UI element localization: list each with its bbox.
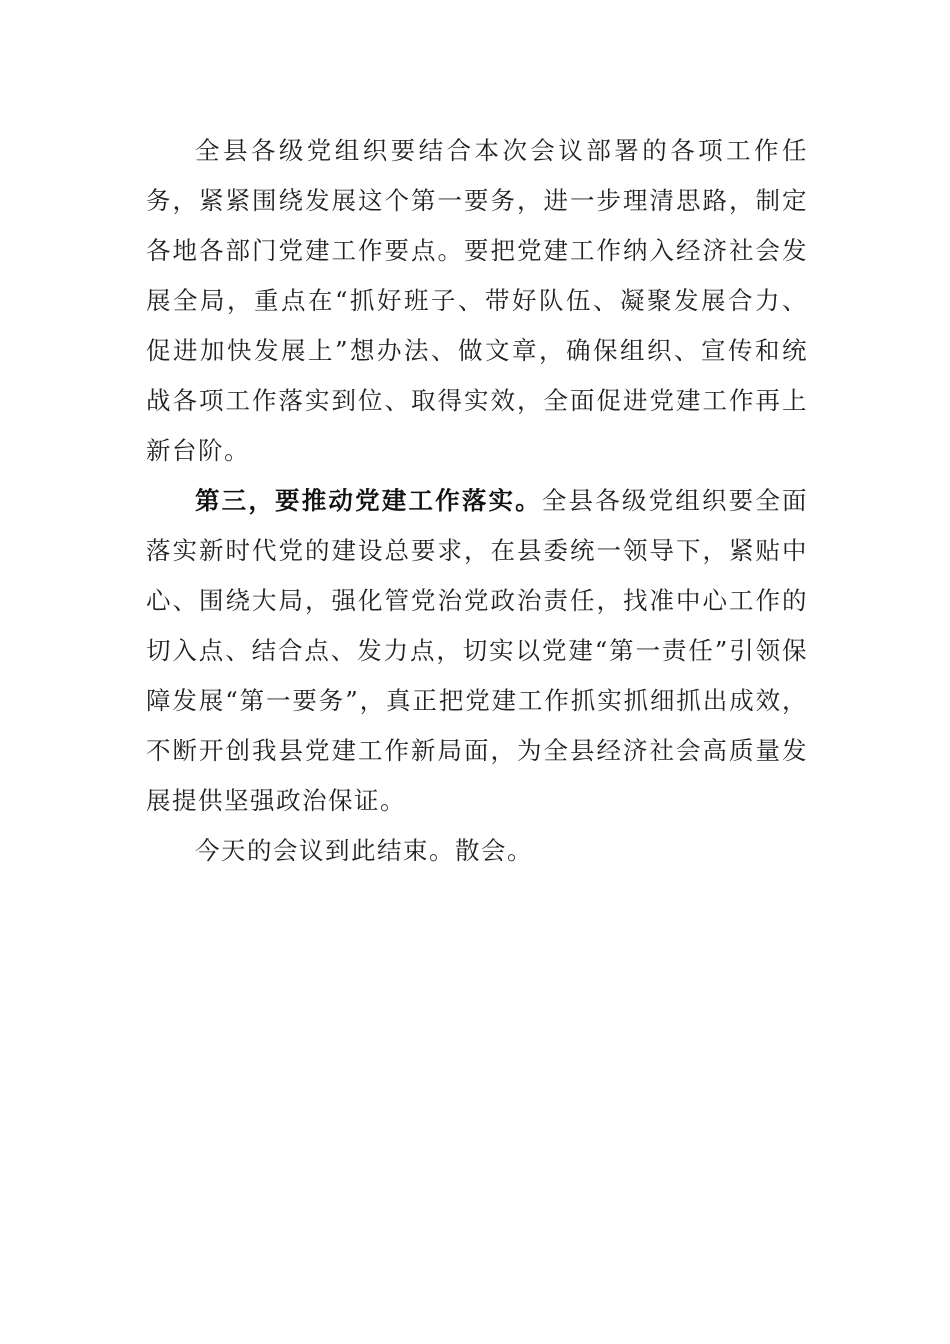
paragraph-work-tasks <box>146 126 808 476</box>
document-body <box>146 126 808 876</box>
paragraph-closing <box>146 826 808 876</box>
paragraph-third-point <box>146 476 808 826</box>
paragraph-text: 全县各级党组织要结合本次会议部署的各项工作任务，紧紧围绕发展这个第一要务，进一步理清思路，制定各地各部门党建工作要点。要把党建工作纳入经济社会发展全局，重点在“抓好班子、带好队伍、凝聚发展合力、促进加快发展上”想办法、做文章，确保组织、宣传和统战各项工作落实到位、取得实效，全面促进党建工作再上新台阶。 <box>146 136 808 465</box>
paragraph-lead-bold: 第三，要推动党建工作落实。 <box>195 486 542 515</box>
paragraph-text: 今天的会议到此结束。散会。 <box>195 836 533 865</box>
paragraph-text: 全县各级党组织要全面落实新时代党的建设总要求，在县委统一领导下，紧贴中心、围绕大局，强化管党治党政治责任，找准中心工作的切入点、结合点、发力点，切实以党建“第一责任”引领保障发展“第一要务”，真正把党建工作抓实抓细抓出成效，不断开创我县党建工作新局面，为全县经济社会高质量发展提供坚强政治保证。 <box>146 486 809 815</box>
